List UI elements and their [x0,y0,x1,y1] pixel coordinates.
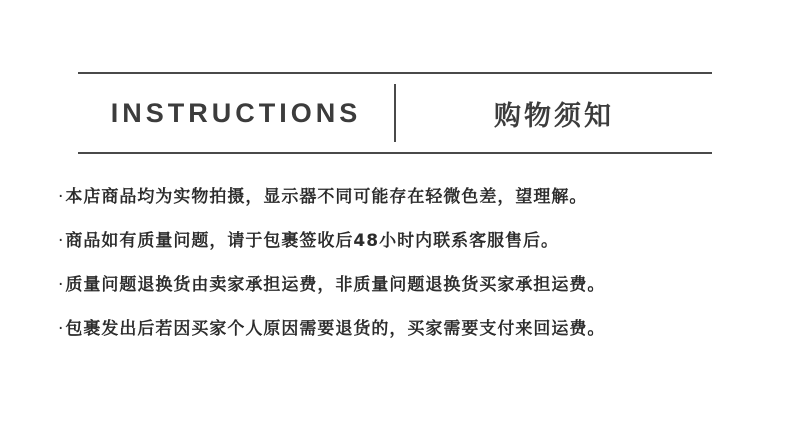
page-title-chinese: 购物须知 [494,100,614,132]
list-item-text: 本店商品均为实物拍摄，显示器不同可能存在轻微色差，望理解。 [65,187,588,207]
page-title-english: INSTRUCTIONS [110,97,362,128]
header-right [396,94,712,133]
list-item [58,186,738,208]
list-item-text: 质量问题退换货由卖家承担运费，非质量问题退换货买家承担运费。 [65,275,606,295]
bullet-icon: · [58,319,64,339]
notes-list [58,186,738,362]
bullet-icon: · [58,231,64,251]
header-banner [78,72,712,154]
list-item-text: 商品如有质量问题，请于包裹签收后48小时内联系客服售后。 [65,231,560,251]
header-left [78,98,394,129]
list-item-text: 包裹发出后若因买家个人原因需要退货的，买家需要支付来回运费。 [65,319,606,339]
list-item [58,318,738,340]
bullet-icon: · [58,187,64,207]
list-item [58,230,738,252]
bullet-icon: · [58,275,64,295]
list-item [58,274,738,296]
